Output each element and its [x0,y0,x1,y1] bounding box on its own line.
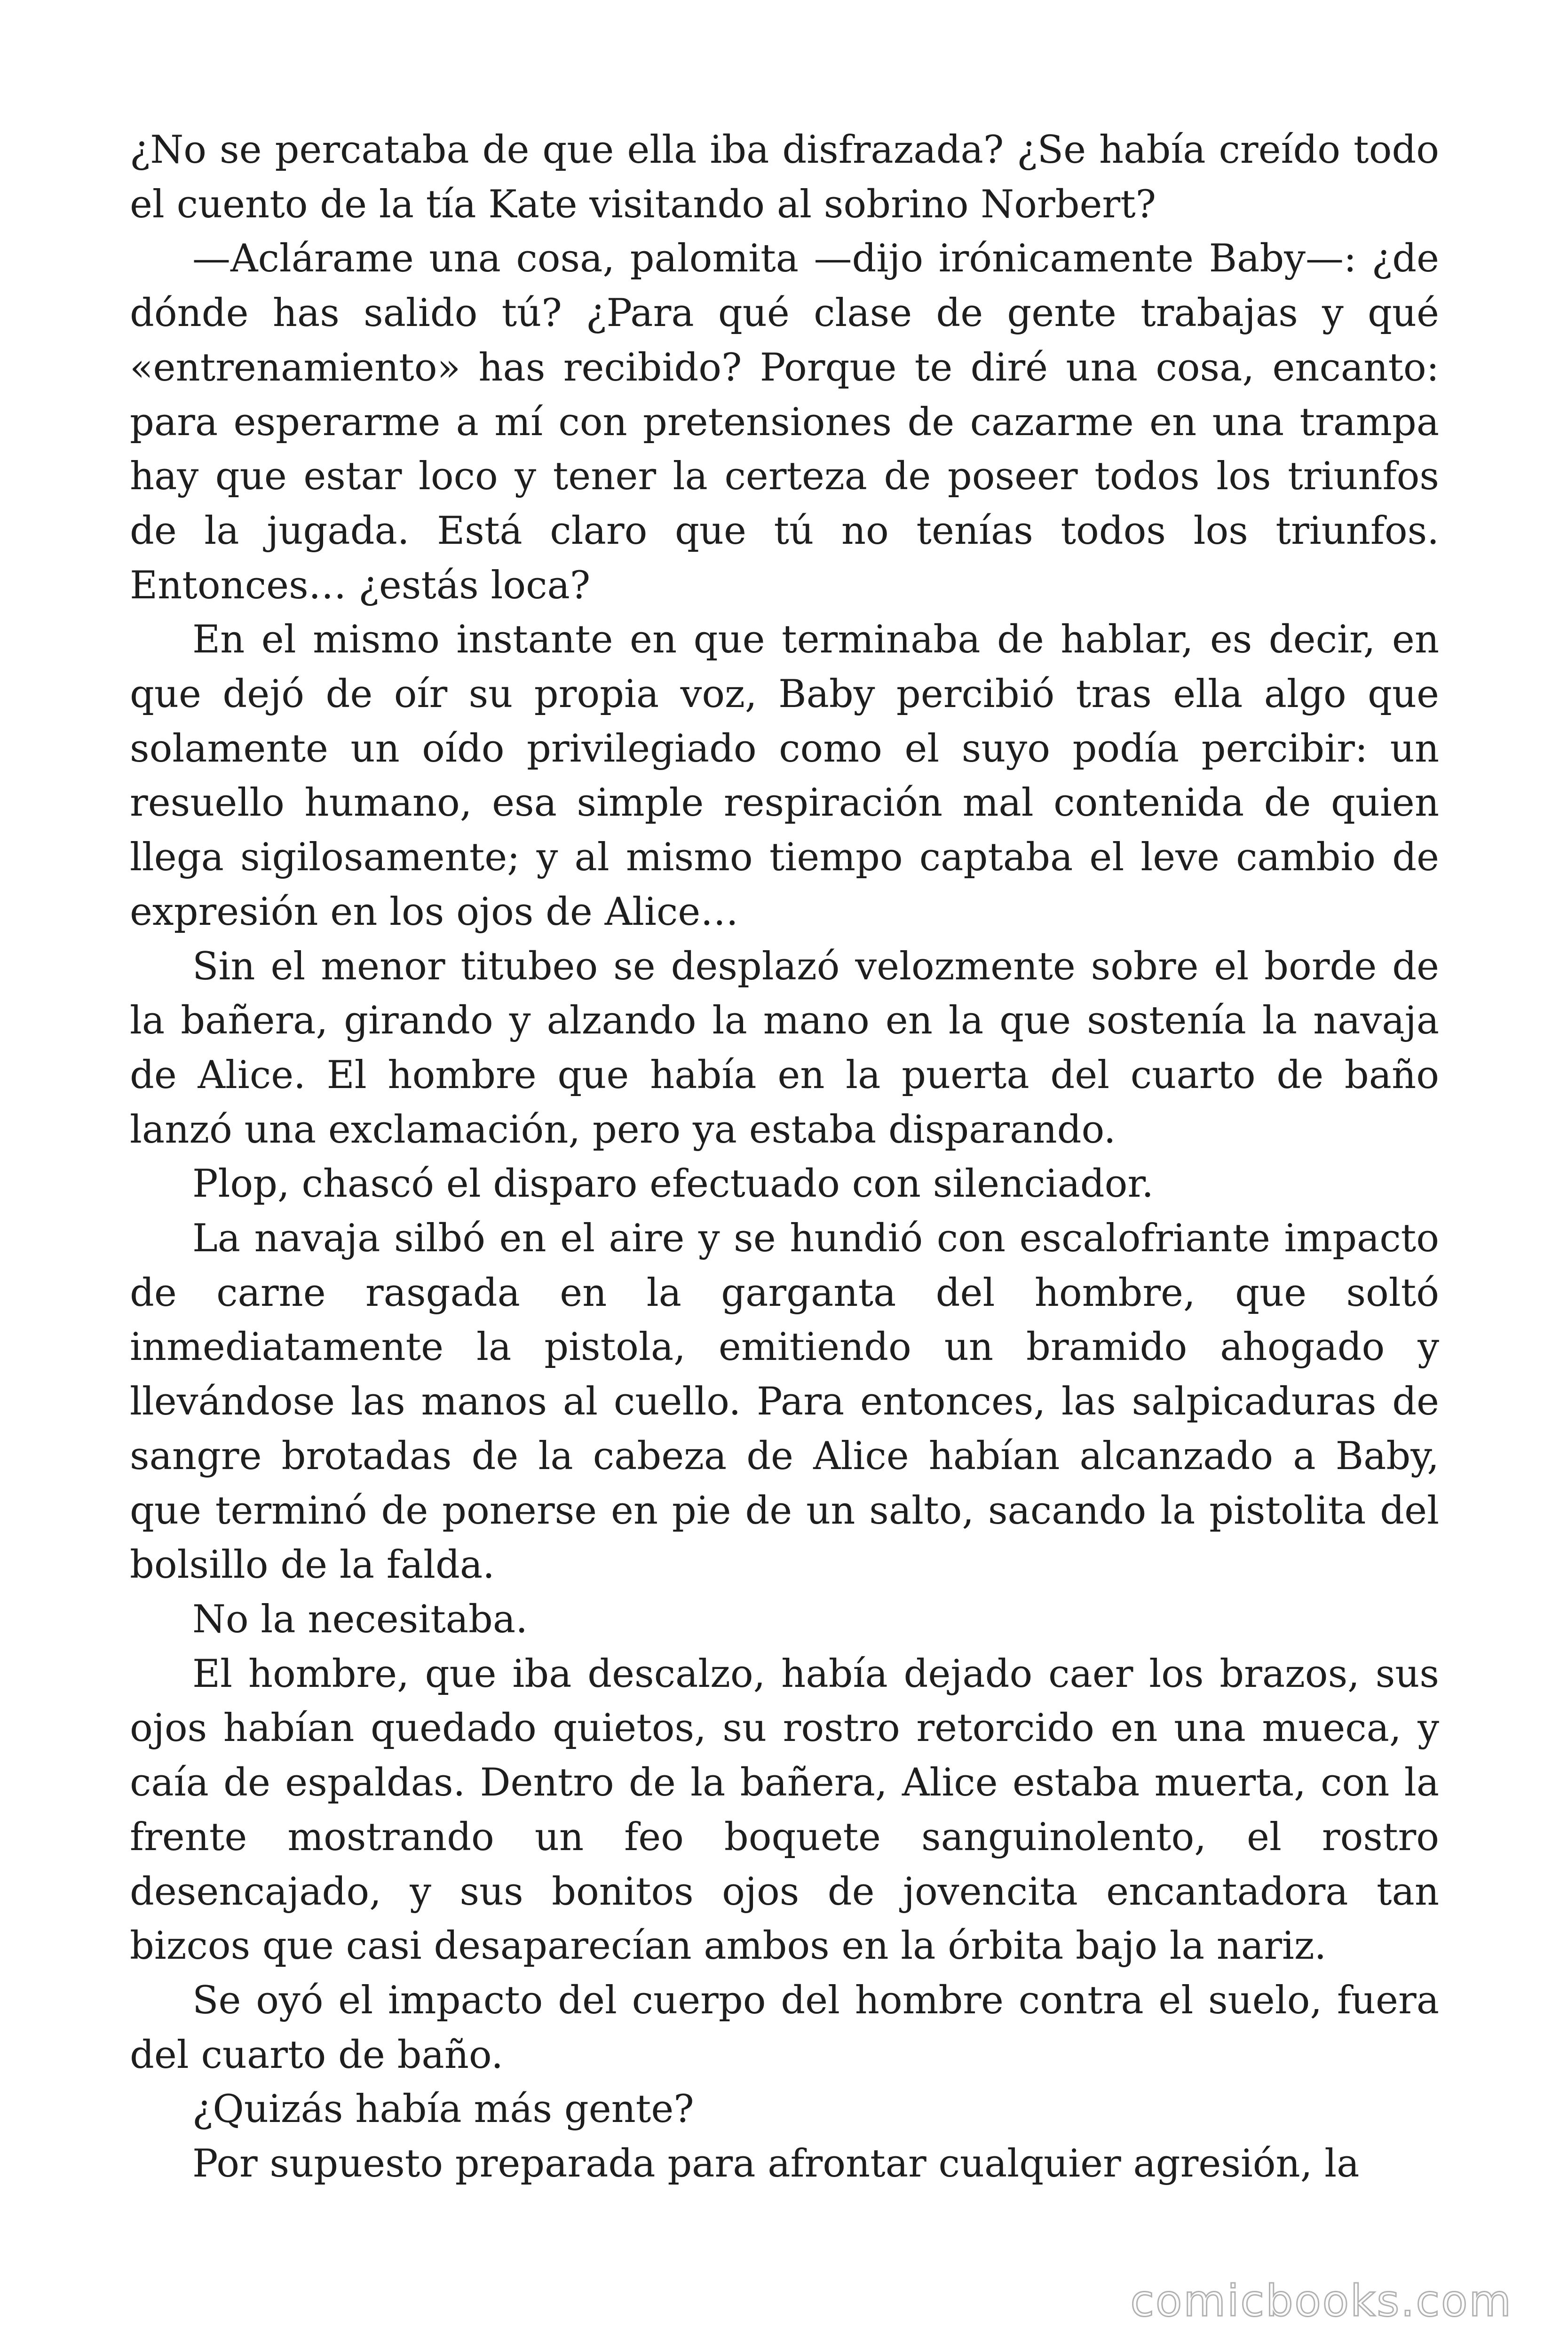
paragraph: ¿Quizás había más gente? [192,2087,694,2132]
paragraph: Sin el menor titubeo se desplazó velozmente sobre el borde de la bañera, girando y alzando la mano en la que sostenía la navaja de Alice. El hombre que había en la puerta del cuarto de baño lanzó una exclamación, pero ya estaba disparando. [130,944,1439,1152]
paragraph: En el mismo instante en que terminaba de hablar, es decir, en que dejó de oír su propia voz, Baby percibió tras ella algo que solamente un oído privilegiado como el suyo podía percibir: un resuello humano, esa simple respiración mal contenida de quien llega sigilosamente; y al mismo tiempo captaba el leve cambio de expresión en los ojos de Alice… [130,618,1439,934]
paragraph: No la necesitaba. [192,1597,528,1642]
paragraph: —Aclárame una cosa, palomita —dijo irónicamente Baby—: ¿de dónde has salido tú? ¿Para qué clase de gente trabajas y qué «entrenamiento» has recibido? Porque te diré una cosa, encanto: para esperarme a mí con pretensiones de cazarme en una trampa hay que estar loco y tener la certeza de poseer todos los triunfos de la jugada. Está claro que tú no tenías todos los triunfos. Entonces… ¿estás loca? [130,237,1439,608]
paragraph: Plop, chascó el disparo efectuado con silenciador. [192,1162,1154,1207]
page-body-text [130,123,1439,2192]
site-watermark: comicbooks.com [1130,2276,1513,2326]
paragraph: El hombre, que iba descalzo, había dejado caer los brazos, sus ojos habían quedado quietos, su rostro retorcido en una mueca, y caía de espaldas. Dentro de la bañera, Alice estaba muerta, con la frente mostrando un feo boquete sanguinolento, el rostro desencajado, y sus bonitos ojos de jovencita encantadora tan bizcos que casi desaparecían ambos en la órbita bajo la nariz. [130,1652,1439,1969]
paragraph: Por supuesto preparada para afrontar cualquier agresión, la [192,2142,1360,2186]
paragraph: Se oyó el impacto del cuerpo del hombre contra el suelo, fuera del cuarto de baño. [130,1978,1439,2077]
paragraph: ¿No se percataba de que ella iba disfrazada? ¿Se había creído todo el cuento de la tía Kate visitando al sobrino Norbert? [130,128,1439,227]
paragraph: La navaja silbó en el aire y se hundió con escalofriante impacto de carne rasgada en la garganta del hombre, que soltó inmediatamente la pistola, emitiendo un bramido ahogado y llevándose las manos al cuello. Para entonces, las salpicaduras de sangre brotadas de la cabeza de Alice habían alcanzado a Baby, que terminó de ponerse en pie de un salto, sacando la pistolita del bolsillo de la falda. [130,1216,1439,1588]
